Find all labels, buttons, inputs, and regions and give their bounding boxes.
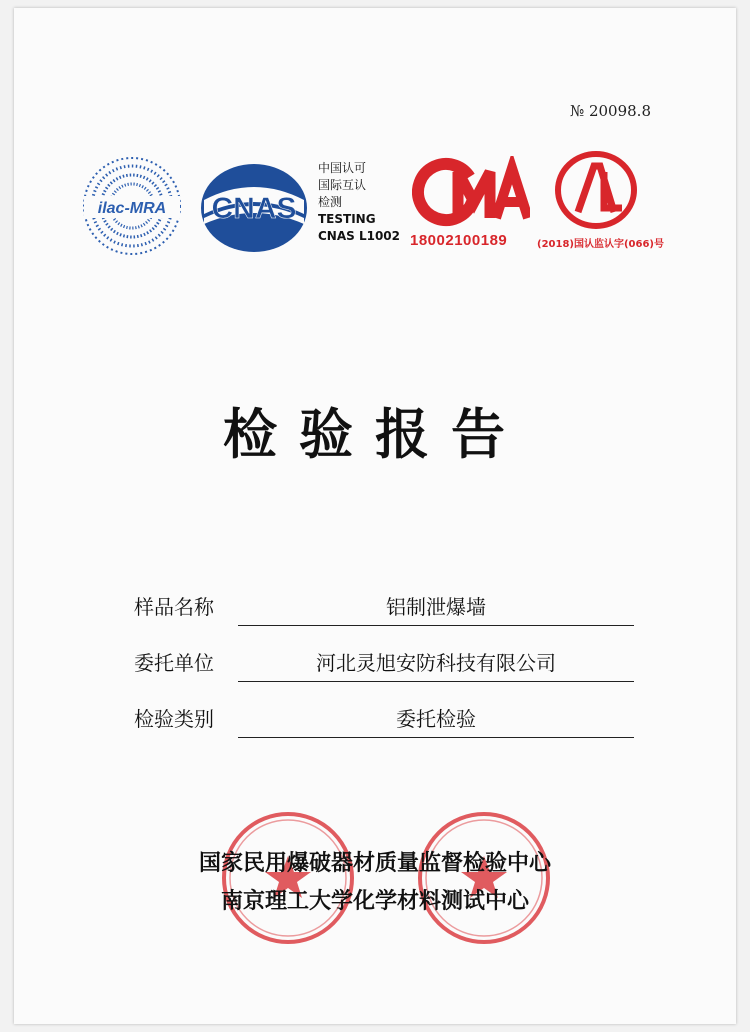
show-through-text (270, 88, 308, 118)
report-title: 检验报告 (223, 402, 527, 466)
official-seal-left (218, 808, 358, 948)
field-value: 铝制泄爆墙 (386, 595, 486, 619)
cnas-text-line: 检测 (318, 195, 343, 209)
cnas-text-line: 中国认可 (318, 161, 367, 175)
field-value: 河北灵旭安防科技有限公司 (316, 651, 556, 675)
field-label: 样品名称 (134, 595, 214, 619)
cnas-label: CNAS (211, 192, 297, 225)
ilac-mra-logo (80, 154, 184, 258)
issuing-organization: 南京理工大学化学材料测试中心 (220, 889, 529, 914)
issuing-organization: 国家民用爆破器材质量监督检验中心 (198, 851, 551, 876)
cnas-logo (198, 160, 310, 256)
field-label: 委托单位 (134, 651, 214, 675)
field-row (134, 646, 634, 682)
field-value: 委托检验 (396, 707, 476, 731)
cal-number: (2018)国认监认字(066)号 (537, 239, 664, 250)
ilac-mra-label: ilac-MRA (97, 200, 167, 217)
official-seal-right (414, 808, 554, 948)
field-underline (238, 681, 634, 682)
serial-number: № 20098.8 (570, 102, 651, 120)
cma-logo (412, 156, 530, 228)
field-row (134, 590, 634, 626)
cnas-accreditation-text (318, 160, 400, 245)
cal-logo (554, 150, 638, 230)
cnas-text-line: 国际互认 (318, 178, 367, 192)
cma-number: 18002100189 (410, 232, 508, 249)
field-label: 检验类别 (134, 707, 214, 731)
cnas-text-line: CNAS L1002 (318, 229, 401, 243)
field-underline (238, 737, 634, 738)
field-row (134, 702, 634, 738)
field-underline (238, 625, 634, 626)
cnas-text-line: TESTING (318, 212, 376, 226)
